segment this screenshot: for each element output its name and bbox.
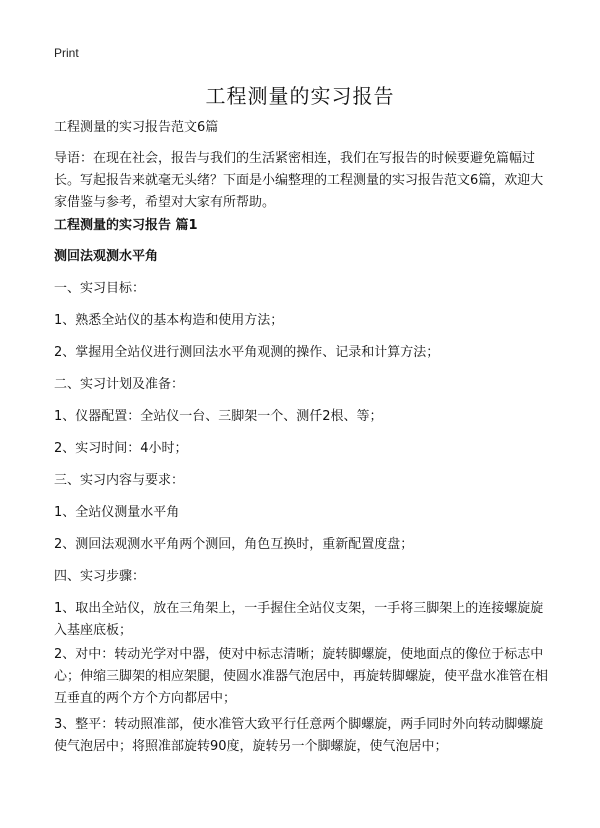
document-title: 工程测量的实习报告 [205,84,395,108]
paragraph-6: 2、实习时间：4小时； [54,441,188,456]
paragraph-9: 2、测回法观测水平角两个测回，角色互换时，重新配置度盘； [54,537,414,552]
paragraph-12: 2、对中：转动光学对中器，使对中标志清晰；旋转脚螺旋，使地面点的像位于标志中心；伸缩三脚架的相应架腿，使圆水准器气泡居中，再旋转脚螺旋，使平盘水准管在相互垂直的两个方个方向都居中； [54,647,549,706]
paragraph-8: 1、全站仪测量水平角 [54,505,180,520]
paragraph-7: 三、实习内容与要求： [54,473,185,488]
paragraph-10: 四、实习步骤： [54,569,146,584]
document-subtitle: 工程测量的实习报告范文6篇 [54,120,219,135]
sub-heading: 测回法观测水平角 [54,249,159,264]
intro-paragraph: 导语：在现在社会，报告与我们的生活紧密相连，我们在写报告的时候要避免篇幅过长。写起报告来就毫无头绪？下面是小编整理的工程测量的实习报告范文6篇，欢迎大家借鉴与参考，希望对大家有所帮助。 [54,151,544,210]
paragraph-13: 3、整平：转动照准部，使水准管大致平行任意两个脚螺旋，两手同时外向转动脚螺旋使气泡居中；将照准部旋转90度，旋转另一个脚螺旋，使气泡居中； [54,717,544,754]
paragraph-3: 2、掌握用全站仪进行测回法水平角观测的操作、记录和计算方法； [54,345,440,360]
paragraph-11: 1、取出全站仪，放在三角架上，一手握住全站仪支架，一手将三脚架上的连接螺旋旋入基座底板； [54,601,544,638]
paragraph-5: 1、仪器配置：全站仪一台、三脚架一个、测仟2根、等； [54,409,383,424]
section-heading: 工程测量的实习报告 篇1 [54,218,198,233]
paragraph-4: 二、实习计划及准备： [54,377,185,392]
paragraph-2: 1、熟悉全站仪的基本构造和使用方法； [54,313,284,328]
print-label: Print [54,46,79,60]
paragraph-1: 一、实习目标： [54,281,146,296]
